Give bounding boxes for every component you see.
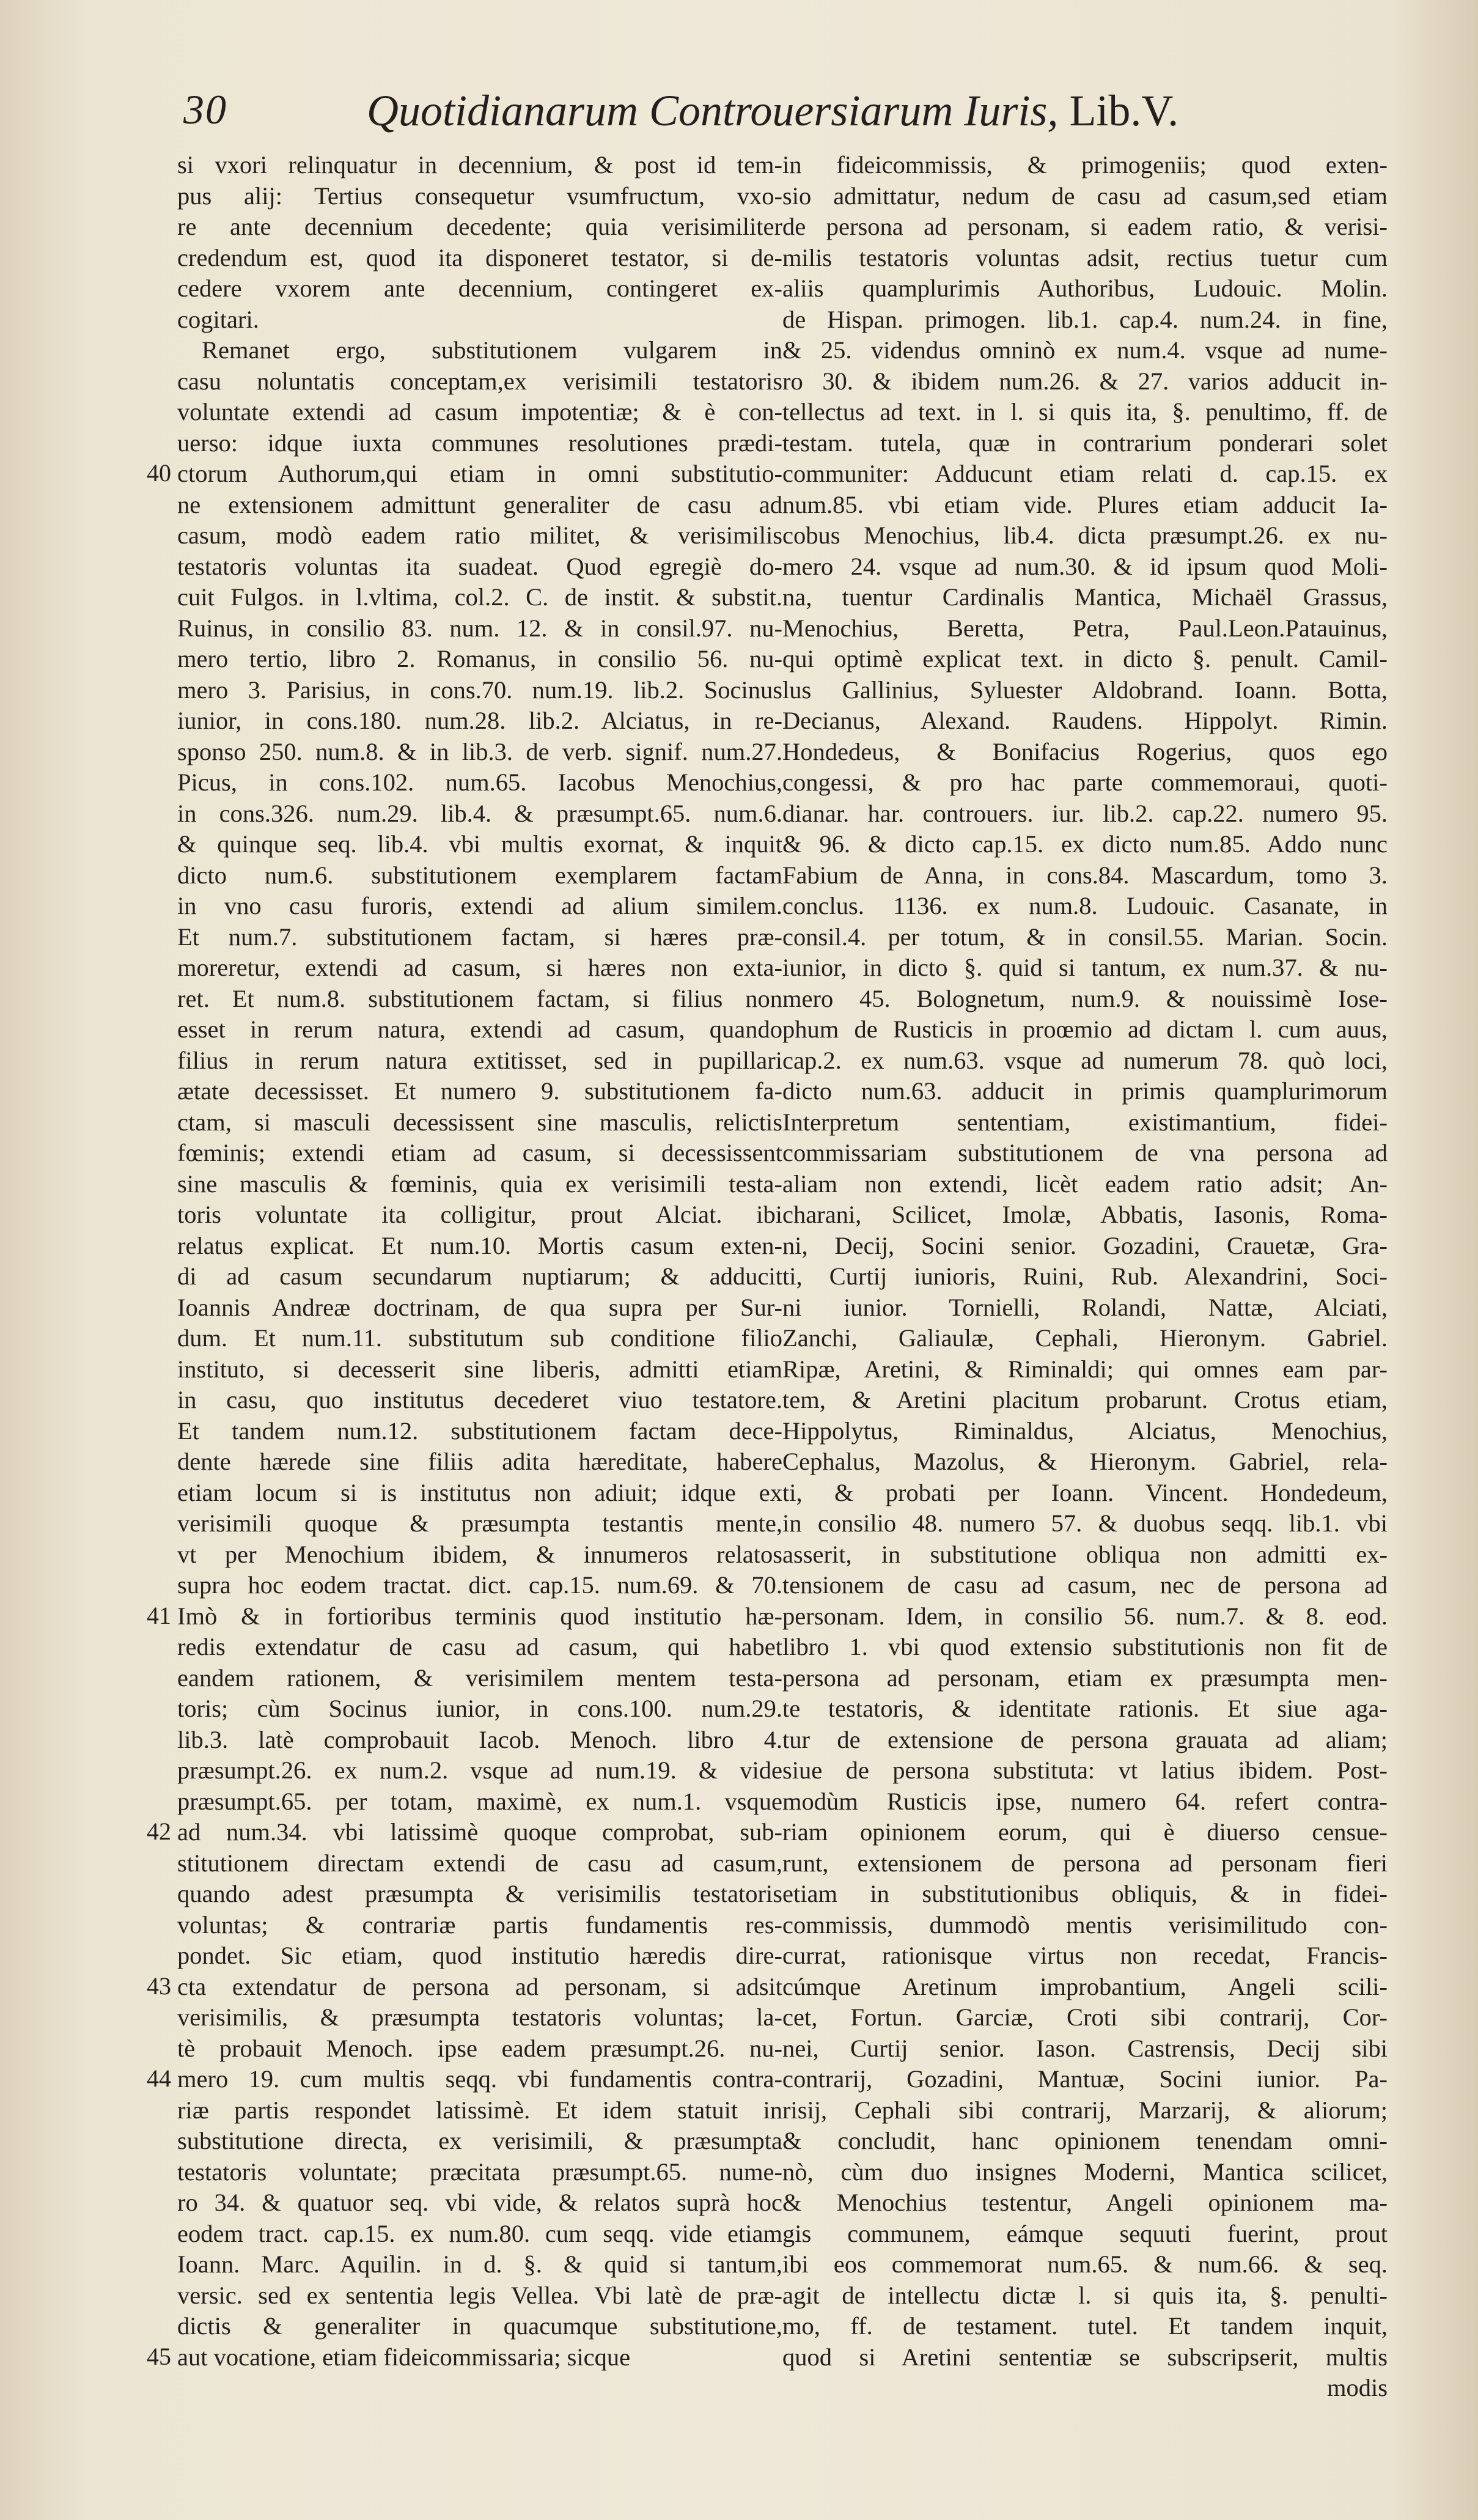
- text-line: aliam non extendi, licèt eadem ratio adsit; An-: [782, 1170, 1388, 1198]
- text-line: etiam in substitutionibus obliquis, & in fidei-: [782, 1880, 1388, 1907]
- text-line: congessi, & pro hac parte commemoraui, quoti-: [782, 768, 1388, 796]
- book-label: Lib.V.: [1069, 86, 1179, 135]
- text-line: dianar. har. controuers. iur. lib.2. cap.22. numero 95.: [782, 799, 1388, 827]
- margin-number: 42: [147, 1818, 171, 1845]
- text-line: filius in rerum natura extitisset, sed in pupillari: [177, 1046, 782, 1074]
- text-line: ad num.34. vbi latissimè quoque comprobat, sub-: [177, 1818, 782, 1846]
- text-line: cta extendatur de persona ad personam, si adsit: [177, 1972, 782, 2000]
- margin-number: 45: [147, 2342, 171, 2370]
- margin-numbers: [122, 150, 171, 2485]
- text-line: Et num.7. substitutionem factam, si hæres præ-: [177, 923, 782, 951]
- text-line: casu noluntatis conceptam,ex verisimili testatoris: [177, 367, 782, 395]
- text-line: ni iunior. Tornielli, Rolandi, Nattæ, Alciati,: [782, 1293, 1388, 1321]
- text-line: ti, & probati per Ioann. Vincent. Hondedeum,: [782, 1478, 1388, 1506]
- text-line: aliis quamplurimis Authoribus, Ludouic. Molin.: [782, 274, 1388, 302]
- text-line: in vno casu furoris, extendi ad alium similem.: [177, 892, 782, 919]
- text-line: in fideicommissis, & primogeniis; quod exten-: [782, 151, 1388, 179]
- text-line: Fabium de Anna, in cons.84. Mascardum, tomo 3.: [782, 861, 1388, 889]
- text-line: sine masculis & fœminis, quia ex verisimili testa-: [177, 1170, 782, 1198]
- text-line: na, tuentur Cardinalis Mantica, Michaël Grassus,: [782, 583, 1388, 611]
- text-line: re ante decennium decedente; quia verisimiliter: [177, 213, 782, 240]
- text-line: libro 1. vbi quod extensio substitutionis non fit de: [782, 1633, 1388, 1660]
- text-line: supra hoc eodem tractat. dict. cap.15. num.69. & 70.: [177, 1571, 782, 1599]
- text-line: tè probauit Menoch. ipse eadem præsumpt.26. nu-: [177, 2034, 782, 2062]
- text-line: Cephalus, Mazolus, & Hieronym. Gabriel, rela-: [782, 1448, 1388, 1475]
- text-line: testatoris voluntate; præcitata præsumpt.65. nume-: [177, 2157, 782, 2186]
- text-line: asserit, in substitutione obliqua non admitti ex-: [782, 1540, 1388, 1568]
- text-line: ætate decessisset. Et numero 9. substitutionem fa-: [177, 1077, 782, 1105]
- text-line: currat, rationisque virtus non recedat, Francis-: [782, 1942, 1388, 1969]
- page-number: 30: [183, 86, 227, 133]
- text-line: dente hærede sine filiis adita hæreditate, habere: [177, 1448, 782, 1475]
- text-line: credendum est, quod ita disponeret testator, si de-: [177, 243, 782, 271]
- text-line: & quinque seq. lib.4. vbi multis exornat, & inquit: [177, 830, 782, 858]
- text-line: nei, Curtij senior. Iason. Castrensis, Decij sibi: [782, 2034, 1388, 2062]
- text-line: ibi eos commemorat num.65. & num.66. & seq.: [782, 2250, 1388, 2278]
- page-header: [183, 86, 1302, 147]
- margin-number: 41: [147, 1601, 171, 1629]
- text-line: Hondedeus, & Bonifacius Rogerius, quos ego: [782, 737, 1388, 765]
- right-column: [782, 150, 1388, 2485]
- text-line: verisimili quoque & præsumpta testantis mente,: [177, 1509, 782, 1537]
- text-line: charani, Scilicet, Imolæ, Abbatis, Iasonis, Roma-: [782, 1201, 1388, 1228]
- text-line: siue de persona substituta: vt latius ibidem. Post-: [782, 1756, 1388, 1784]
- text-line: in casu, quo institutus decederet viuo testatore.: [177, 1386, 782, 1413]
- text-line: Ioann. Marc. Aquilin. in d. §. & quid si tantum,: [177, 2250, 782, 2278]
- text-line: Decianus, Alexand. Raudens. Hippolyt. Rimin.: [782, 707, 1388, 734]
- text-line: redis extendatur de casu ad casum, qui habet: [177, 1633, 782, 1660]
- text-line: runt, extensionem de persona ad personam fieri: [782, 1849, 1388, 1877]
- text-line: agit de intellectu dictæ l. si quis ita, §. penulti-: [782, 2281, 1388, 2309]
- text-line: personam. Idem, in consilio 56. num.7. & 8. eod.: [782, 1602, 1388, 1630]
- text-line: contrarij, Gozadini, Mantuæ, Socini iunior. Pa-: [782, 2065, 1388, 2093]
- text-line: mero 45. Bolognetum, num.9. & nouissimè Iose-: [782, 984, 1388, 1012]
- text-line: ctam, si masculi decessissent sine masculis, relictis: [177, 1108, 782, 1136]
- text-line: cap.2. ex num.63. vsque ad numerum 78. quò loci,: [782, 1046, 1388, 1074]
- margin-number: 44: [147, 2065, 171, 2092]
- text-line: quod si Aretini sententiæ se subscripserit, multis: [782, 2343, 1388, 2371]
- text-line: dictis & generaliter in quacumque substitutione,: [177, 2312, 782, 2340]
- text-line: fœminis; extendi etiam ad casum, si decessissent: [177, 1139, 782, 1166]
- text-line: mero 24. vsque ad num.30. & id ipsum quod Moli-: [782, 552, 1388, 580]
- text-line: ctorum Authorum,qui etiam in omni substitutio-: [177, 460, 782, 487]
- text-line: casum, modò eadem ratio militet, & verisimilis: [177, 521, 782, 549]
- running-title-text: Quotidianarum Controuersiarum Iuris,: [367, 86, 1059, 135]
- text-line: Picus, in cons.102. num.65. Iacobus Menochius,: [177, 768, 782, 796]
- text-line: in cons.326. num.29. lib.4. & præsumpt.65. num.6.: [177, 799, 782, 827]
- text-line: di ad casum secundarum nuptiarum; & adducit: [177, 1262, 782, 1290]
- text-line: ne extensionem admittunt generaliter de casu ad: [177, 490, 782, 518]
- text-line: eandem rationem, & verisimilem mentem testa-: [177, 1663, 782, 1692]
- text-line: Ripæ, Aretini, & Riminaldi; qui omnes eam par-: [782, 1355, 1388, 1383]
- text-line: mo, ff. de testament. tutel. Et tandem inquit,: [782, 2312, 1388, 2340]
- text-line: Interpretum sententiam, existimantium, fidei-: [782, 1108, 1388, 1136]
- text-line: & 96. & dicto cap.15. ex dicto num.85. Addo nunc: [782, 830, 1388, 858]
- text-line: te testatoris, & identitate rationis. Et siue aga-: [782, 1695, 1388, 1722]
- text-line: dicto num.63. adducit in primis quamplurimorum: [782, 1077, 1388, 1105]
- text-line: toris; cùm Socinus iunior, in cons.100. num.29.: [177, 1695, 782, 1722]
- text-line: mero 19. cum multis seqq. vbi fundamentis contra-: [177, 2065, 782, 2093]
- text-line: Ruinus, in consilio 83. num. 12. & in consil.97. nu-: [177, 614, 782, 642]
- text-line: risij, Cephali sibi contrarij, Marzarij, & aliorum;: [782, 2096, 1388, 2124]
- text-line: dum. Et num.11. substitutum sub conditione filio: [177, 1324, 782, 1352]
- text-line: tellectus ad text. in l. si quis ita, §. penultimo, ff. de: [782, 398, 1388, 426]
- text-line: gis communem, eámque sequuti fuerint, prout: [782, 2219, 1388, 2247]
- text-line: verisimilis, & præsumpta testatoris voluntas; la-: [177, 2003, 782, 2031]
- text-line: ti, Curtij iunioris, Ruini, Rub. Alexandrini, Soci-: [782, 1262, 1388, 1290]
- text-line: versic. sed ex sententia legis Vellea. Vbi latè de præ-: [177, 2281, 782, 2309]
- text-line: & Menochius testentur, Angeli opinionem ma-: [782, 2189, 1388, 2216]
- text-line: phum de Rusticis in proœmio ad dictam l. cum auus,: [782, 1015, 1388, 1043]
- text-line: Imò & in fortioribus terminis quod institutio hæ-: [177, 1602, 782, 1630]
- text-line: toris voluntate ita colligitur, prout Alciat. ibi: [177, 1201, 782, 1228]
- text-line: quando adest præsumpta & verisimilis testatoris: [177, 1880, 782, 1907]
- text-line: ni, Decij, Socini senior. Gozadini, Crauetæ, Gra-: [782, 1231, 1388, 1259]
- text-line: aut vocatione, etiam fideicommissaria; sicque: [177, 2343, 631, 2371]
- text-line: vt per Menochium ibidem, & innumeros relatos: [177, 1540, 782, 1568]
- text-line: esset in rerum natura, extendi ad casum, quando: [177, 1015, 782, 1043]
- text-line: commissis, dummodò mentis verisimilitudo con-: [782, 1910, 1388, 1939]
- text-line: ret. Et num.8. substitutionem factam, si filius non: [177, 984, 782, 1012]
- text-line: cuit Fulgos. in l.vltima, col.2. C. de instit. & substit.: [177, 583, 782, 611]
- text-line: Ioannis Andreæ doctrinam, de qua supra per Sur-: [177, 1293, 782, 1321]
- text-line: etiam locum si is institutus non adiuit; idque ex: [177, 1478, 782, 1506]
- text-line: voluntate extendi ad casum impotentiæ; & è con-: [177, 398, 782, 426]
- text-line: sponso 250. num.8. & in lib.3. de verb. signif. num.27.: [177, 737, 782, 765]
- text-line: cet, Fortun. Garciæ, Croti sibi contrarij, Cor-: [782, 2003, 1388, 2031]
- text-line: eodem tract. cap.15. ex num.80. cum seqq. vide etiam: [177, 2219, 782, 2247]
- text-line: lus Gallinius, Syluester Aldobrand. Ioann. Botta,: [782, 676, 1388, 704]
- text-line: persona ad personam, etiam ex præsumpta men-: [782, 1663, 1388, 1692]
- text-line: sio admittatur, nedum de casu ad casum,sed etiam: [782, 182, 1388, 210]
- text-line: de Hispan. primogen. lib.1. cap.4. num.24. in fine,: [782, 305, 1388, 333]
- left-column: [177, 150, 782, 2485]
- text-line: pus alij: Tertius consequetur vsumfructum, vxo-: [177, 182, 782, 210]
- text-line: Et tandem num.12. substitutionem factam dece-: [177, 1417, 782, 1445]
- text-line: voluntas; & contrariæ partis fundamentis res-: [177, 1910, 782, 1939]
- text-line: milis testatoris voluntas adsit, rectius tuetur cum: [782, 243, 1388, 271]
- text-line: substitutione directa, ex verisimili, & præsumpta: [177, 2127, 782, 2154]
- text-line: & 25. videndus omninò ex num.4. vsque ad nume-: [782, 336, 1388, 364]
- text-line: iunior, in cons.180. num.28. lib.2. Alciatus, in re-: [177, 707, 782, 734]
- text-line: uerso: idque iuxta communes resolutiones prædi-: [177, 429, 782, 457]
- text-line: pondet. Sic etiam, quod institutio hæredis dire-: [177, 1942, 782, 1969]
- text-line: moreretur, extendi ad casum, si hæres non exta-: [177, 954, 782, 981]
- text-line: Hippolytus, Riminaldus, Alciatus, Menochius,: [782, 1417, 1388, 1445]
- text-line: tem, & Aretini placitum probarunt. Crotus etiam,: [782, 1386, 1388, 1413]
- text-line: qui optimè explicat text. in dicto §. penult. Camil-: [782, 645, 1388, 672]
- text-line: riam opinionem eorum, qui è diuerso censue-: [782, 1818, 1388, 1846]
- text-line: tensionem de casu ad casum, nec de persona ad: [782, 1571, 1388, 1599]
- text-line: si vxori relinquatur in decennium, & post id tem-: [177, 151, 782, 179]
- text-line: Zanchi, Galiaulæ, Cephali, Hieronym. Gabriel.: [782, 1324, 1388, 1352]
- text-line: & concludit, hanc opinionem tenendam omni-: [782, 2127, 1388, 2154]
- text-line: Menochius, Beretta, Petra, Paul.Leon.Patauinus,: [782, 614, 1388, 642]
- text-line: num.85. vbi etiam vide. Plures etiam adducit Ia-: [782, 490, 1388, 518]
- text-line: testam. tutela, quæ in contrarium ponderari solet: [782, 429, 1388, 457]
- text-line: iunior, in dicto §. quid si tantum, ex num.37. & nu-: [782, 954, 1388, 981]
- catchword: modis: [1326, 2374, 1388, 2401]
- text-line: stitutionem directam extendi de casu ad casum,: [177, 1849, 782, 1877]
- text-line: dicto num.6. substitutionem exemplarem factam: [177, 861, 782, 889]
- running-title: [367, 86, 1302, 136]
- margin-number: 43: [147, 1972, 171, 2000]
- text-line: cedere vxorem ante decennium, contingeret ex-: [177, 274, 782, 302]
- text-line: lib.3. latè comprobauit Iacob. Menoch. libro 4.: [177, 1725, 782, 1753]
- text-line: consil.4. per totum, & in consil.55. Marian. Socin.: [782, 923, 1388, 951]
- text-line: nò, cùm duo insignes Moderni, Mantica scilicet,: [782, 2157, 1388, 2186]
- text-line: ro 30. & ibidem num.26. & 27. varios adducit in-: [782, 367, 1388, 395]
- margin-number: 40: [147, 459, 171, 487]
- text-line: de persona ad personam, si eadem ratio, & verisi-: [782, 213, 1388, 240]
- text-line: modùm Rusticis ipse, numero 64. refert contra-: [782, 1787, 1388, 1815]
- text-line: tur de extensione de persona grauata ad aliam;: [782, 1725, 1388, 1753]
- text-line: mero 3. Parisius, in cons.70. num.19. lib.2. Socinus: [177, 676, 782, 704]
- text-line: Remanet ergo, substitutionem vulgarem in: [202, 336, 782, 364]
- text-line: in consilio 48. numero 57. & duobus seqq. lib.1. vbi: [782, 1509, 1388, 1537]
- text-line: ro 34. & quatuor seq. vbi vide, & relatos suprà hoc: [177, 2189, 782, 2216]
- text-line: conclus. 1136. ex num.8. Ludouic. Casanate, in: [782, 892, 1388, 919]
- text-line: præsumpt.65. per totam, maximè, ex num.1. vsque: [177, 1787, 782, 1815]
- text-line: cobus Menochius, lib.4. dicta præsumpt.26. ex nu-: [782, 521, 1388, 549]
- text-line: instituto, si decesserit sine liberis, admitti etiam: [177, 1355, 782, 1383]
- text-line: cogitari.: [177, 305, 259, 333]
- text-line: cúmque Aretinum improbantium, Angeli scili-: [782, 1972, 1388, 2000]
- text-line: relatus explicat. Et num.10. Mortis casum exten-: [177, 1231, 782, 1259]
- text-line: communiter: Adducunt etiam relati d. cap.15. ex: [782, 460, 1388, 487]
- text-line: testatoris voluntas ita suadeat. Quod egregiè do-: [177, 552, 782, 580]
- text-line: mero tertio, libro 2. Romanus, in consilio 56. nu-: [177, 645, 782, 672]
- text-line: commissariam substitutionem de vna persona ad: [782, 1139, 1388, 1166]
- text-line: præsumpt.26. ex num.2. vsque ad num.19. & vide: [177, 1756, 782, 1784]
- text-line: riæ partis respondet latissimè. Et idem statuit in: [177, 2096, 782, 2124]
